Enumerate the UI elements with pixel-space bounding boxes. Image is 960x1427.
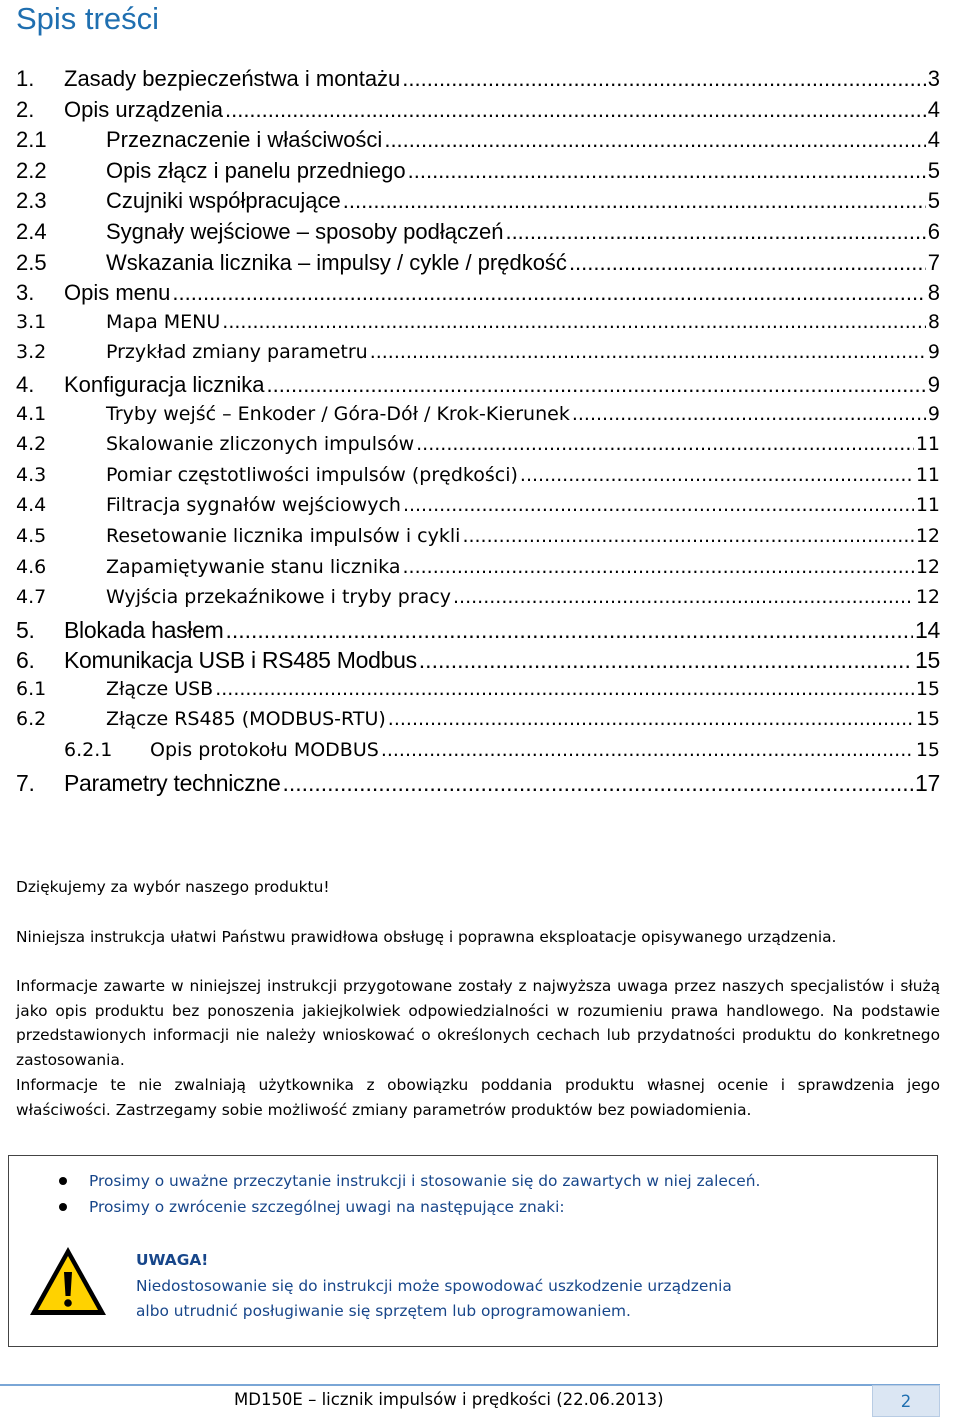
toc-leader xyxy=(572,403,926,425)
toc-label: Konfiguracja licznika xyxy=(64,371,265,397)
warning-line: albo utrudnić posługiwanie się sprzętem lub oprogramowaniem. xyxy=(136,1302,631,1320)
toc-label: Wskazania licznika – impulsy / cykle / prędkość xyxy=(106,249,567,275)
toc-entry[interactable] xyxy=(16,678,940,709)
toc-entry[interactable] xyxy=(16,97,940,128)
toc-label: Opis protokołu MODBUS xyxy=(150,739,379,762)
toc-leader xyxy=(215,678,914,700)
notice-bullets xyxy=(59,1168,760,1220)
toc-leader xyxy=(408,158,926,184)
toc-page: 11 xyxy=(915,433,940,456)
toc-label: Zapamiętywanie stanu licznika xyxy=(106,555,401,578)
toc-entry[interactable] xyxy=(16,311,940,342)
toc-entry[interactable] xyxy=(16,341,940,372)
toc-entry[interactable] xyxy=(16,372,940,403)
toc-number: 3.1 xyxy=(16,310,47,333)
toc-number: 2. xyxy=(16,96,35,122)
toc-entry[interactable] xyxy=(16,525,940,556)
toc-leader xyxy=(462,525,913,547)
toc-entry[interactable] xyxy=(16,586,940,617)
toc-page: 4 xyxy=(927,127,940,153)
toc-leader xyxy=(384,127,925,153)
toc-leader xyxy=(222,311,926,333)
toc-label: Wyjścia przekaźnikowe i tryby pracy xyxy=(106,586,452,609)
toc-number: 2.3 xyxy=(16,188,47,214)
toc-entry[interactable] xyxy=(16,403,940,434)
toc-page: 5 xyxy=(927,157,940,183)
toc-number: 2.4 xyxy=(16,218,47,244)
toc-number: 4. xyxy=(16,371,35,397)
thanks-paragraph: Dziękujemy za wybór naszego produktu! xyxy=(16,878,330,896)
toc-entry[interactable] xyxy=(16,158,940,189)
toc-entry[interactable] xyxy=(16,494,940,525)
warning-title: UWAGA! xyxy=(136,1251,209,1269)
toc-number: 4.3 xyxy=(16,463,47,486)
notice-bullet: Prosimy o zwrócenie szczególnej uwagi na następujące znaki: xyxy=(59,1194,760,1220)
intro-paragraph: Niniejsza instrukcja ułatwi Państwu prawidłowa obsługę i poprawna eksploatacje opisywanego urządzenia. xyxy=(16,928,837,946)
toc-leader xyxy=(225,617,913,644)
toc-number: 4.6 xyxy=(16,555,47,578)
toc-label: Skalowanie zliczonych impulsów xyxy=(106,433,415,456)
toc-label: Filtracja sygnałów wejściowych xyxy=(106,494,401,517)
toc-number: 1. xyxy=(16,66,35,91)
toc-page: 5 xyxy=(927,188,940,214)
toc-page: 7 xyxy=(927,249,940,275)
toc-entry[interactable] xyxy=(16,556,940,587)
toc-number: 4.2 xyxy=(16,433,47,456)
toc-label: Przykład zmiany parametru xyxy=(106,341,368,364)
notice-bullet: Prosimy o uważne przeczytanie instrukcji i stosowanie się do zawartych w niej zaleceń. xyxy=(59,1168,760,1194)
toc-label: Mapa MENU xyxy=(106,310,221,333)
toc-leader xyxy=(343,188,926,214)
toc-number: 2.5 xyxy=(16,249,47,275)
toc-label: Przeznaczenie i właściwości xyxy=(106,127,383,153)
toc-entry[interactable] xyxy=(16,280,940,311)
toc-entry[interactable] xyxy=(16,219,940,250)
toc-number: 4.7 xyxy=(16,586,47,609)
info-paragraph: Informacje zawarte w niniejszej instrukcji przygotowane zostały z najwyższa uwaga przez naszych specjalistów i służą jako opis produktu bez ponoszenia jakiejkolwiek odpowiedzialności w rozumieniu prawa handlowego. Na podstawie przedstawionych informacji nie należy wnioskować o określonych cechach lub przydatności produktu do konkretnego zastosowania. xyxy=(16,977,940,1069)
toc-label: Opis menu xyxy=(64,280,171,306)
toc-number: 4.4 xyxy=(16,494,47,517)
toc-label: Tryby wejść – Enkoder / Góra-Dół / Krok-Kierunek xyxy=(106,402,570,425)
toc-number: 2.2 xyxy=(16,157,47,183)
toc-entry[interactable] xyxy=(16,647,940,678)
toc-page: 8 xyxy=(927,280,940,306)
toc-page: 14 xyxy=(915,616,940,643)
toc-leader xyxy=(267,372,926,398)
toc-entry[interactable] xyxy=(16,739,940,770)
toc-leader xyxy=(505,219,925,245)
toc-entry[interactable] xyxy=(16,770,940,801)
toc-page: 3 xyxy=(927,66,940,91)
toc-label: Sygnały wejściowe – sposoby podłączeń xyxy=(106,218,504,244)
toc-leader xyxy=(569,250,926,276)
toc-label: Opis złącz i panelu przedniego xyxy=(106,157,406,183)
toc-label: Złącze USB xyxy=(106,677,214,700)
toc-leader xyxy=(388,708,914,730)
toc-leader xyxy=(520,464,914,486)
toc-page: 12 xyxy=(915,555,940,578)
toc-entry[interactable] xyxy=(16,708,940,739)
toc-number: 6.1 xyxy=(16,677,47,700)
toc-number: 3. xyxy=(16,280,35,306)
toc-entry[interactable] xyxy=(16,433,940,464)
toc-page: 8 xyxy=(927,310,940,333)
info-paragraph-2: Informacje te nie zwalniają użytkownika z obowiązku poddania produktu własnej ocenie i sprawdzenia jego właściwości. Zastrzegamy sobie możliwość zmiany parametrów produktów bez powiadomienia. xyxy=(16,1076,940,1119)
toc-entry[interactable] xyxy=(16,464,940,495)
toc-leader xyxy=(453,586,914,608)
toc-page: 4 xyxy=(927,96,940,122)
toc-label: Złącze RS485 (MODBUS-RTU) xyxy=(106,708,386,731)
toc-page: 15 xyxy=(915,677,940,700)
toc-label: Blokada hasłem xyxy=(64,616,224,643)
warning-triangle-icon xyxy=(27,1244,109,1318)
toc-number: 6.2.1 xyxy=(64,739,113,762)
toc-page: 6 xyxy=(927,218,940,244)
notice-box xyxy=(8,1155,938,1347)
toc-number: 6.2 xyxy=(16,708,47,731)
page-title: Spis treści xyxy=(16,1,159,36)
toc-leader xyxy=(403,494,914,516)
toc-leader xyxy=(172,280,925,306)
toc-label: Resetowanie licznika impulsów i cykli xyxy=(106,524,461,547)
toc-number: 2.1 xyxy=(16,127,47,153)
toc-page: 15 xyxy=(915,739,940,762)
toc-page: 11 xyxy=(915,494,940,517)
toc-number: 4.1 xyxy=(16,402,47,425)
toc-number: 6. xyxy=(16,647,35,674)
toc-entry[interactable] xyxy=(16,127,940,158)
warning-line: Niedostosowanie się do instrukcji może spowodować uszkodzenie urządzenia xyxy=(136,1277,732,1295)
toc-page: 12 xyxy=(915,586,940,609)
toc-label: Czujniki współpracujące xyxy=(106,188,341,214)
toc-page: 9 xyxy=(927,371,940,397)
toc-label: Parametry techniczne xyxy=(64,769,281,796)
toc-leader xyxy=(419,647,913,674)
toc-label: Zasady bezpieczeństwa i montażu xyxy=(64,66,401,91)
page-number: 2 xyxy=(872,1385,940,1417)
toc-leader xyxy=(403,556,914,578)
toc-page: 15 xyxy=(915,708,940,731)
toc-page: 17 xyxy=(915,769,940,796)
toc-leader xyxy=(381,739,914,761)
toc-page: 15 xyxy=(915,647,940,674)
table-of-contents xyxy=(16,66,940,800)
toc-label: Pomiar częstotliwości impulsów (prędkości) xyxy=(106,463,518,486)
toc-leader xyxy=(402,66,925,92)
toc-leader xyxy=(282,770,913,797)
warning-text xyxy=(136,1274,836,1324)
toc-leader xyxy=(225,97,926,123)
footer-divider xyxy=(0,1384,940,1386)
toc-entry[interactable] xyxy=(16,250,940,281)
toc-leader xyxy=(370,341,926,363)
footer-title: MD150E – licznik impulsów i prędkości (22.06.2013) xyxy=(234,1390,664,1409)
toc-number: 3.2 xyxy=(16,341,47,364)
toc-page: 9 xyxy=(927,341,940,364)
toc-label: Komunikacja USB i RS485 Modbus xyxy=(64,647,417,674)
toc-page: 12 xyxy=(915,524,940,547)
toc-number: 7. xyxy=(16,769,35,796)
toc-entry[interactable] xyxy=(16,188,940,219)
toc-leader xyxy=(416,433,914,455)
toc-number: 5. xyxy=(16,616,35,643)
toc-entry[interactable] xyxy=(16,66,940,97)
toc-label: Opis urządzenia xyxy=(64,96,223,122)
toc-page: 11 xyxy=(915,463,940,486)
toc-page: 9 xyxy=(927,402,940,425)
toc-number: 4.5 xyxy=(16,524,47,547)
toc-entry[interactable] xyxy=(16,617,940,648)
